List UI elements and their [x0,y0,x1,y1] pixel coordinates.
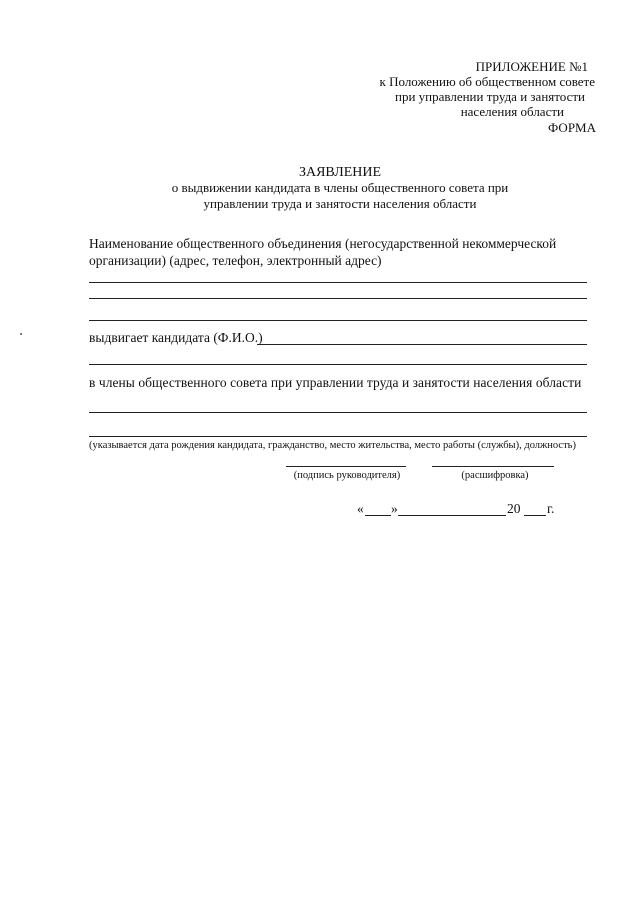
signature-input[interactable] [286,452,406,467]
signature-caption: (подпись руководителя) [293,470,401,481]
date-year-suffix: г. [547,501,555,516]
candidate-details-input-1[interactable] [89,398,587,413]
scan-speck [20,333,22,335]
org-label-line-2: организации) (адрес, телефон, электронный адрес) [89,253,382,268]
date-quote-close: » [391,501,398,516]
appendix-line-department: при управлении труда и занятости [394,89,585,104]
candidate-details-hint: (указывается дата рождения кандидата, гражданство, место жительства, место работы (службы), должность) [89,440,576,451]
date-month-input[interactable] [398,501,506,516]
nominates-label: выдвигает кандидата (Ф.И.О.) [89,330,263,345]
org-input-line-3[interactable] [89,306,587,321]
date-year-input[interactable] [524,501,546,516]
date-year-prefix: 20 [507,501,521,516]
org-label-line-1: Наименование общественного объединения (негосударственной некоммерческой [89,236,557,251]
form-label: ФОРМА [548,120,596,135]
appendix-line-regulation: к Положению об общественном совете [379,74,595,89]
candidate-details-input-2[interactable] [89,422,587,437]
org-input-line-2[interactable] [89,284,587,299]
council-members-text: в члены общественного совета при управлении труда и занятости населения области [89,375,582,390]
decode-input[interactable] [432,452,554,467]
date-quote-open: « [357,501,364,516]
candidate-name-input-2[interactable] [89,350,587,365]
date-day-input[interactable] [365,501,391,516]
statement-subtitle-1: о выдвижении кандидата в члены общественного совета при [171,180,509,195]
appendix-line-population: населения области [460,104,564,119]
statement-subtitle-2: управлении труда и занятости населения области [203,196,477,211]
candidate-name-input[interactable] [257,330,587,345]
decode-caption: (расшифровка) [461,470,529,481]
org-input-line-1[interactable] [89,268,587,283]
statement-title: ЗАЯВЛЕНИЕ [298,165,382,180]
appendix-title: ПРИЛОЖЕНИЕ №1 [475,59,588,74]
